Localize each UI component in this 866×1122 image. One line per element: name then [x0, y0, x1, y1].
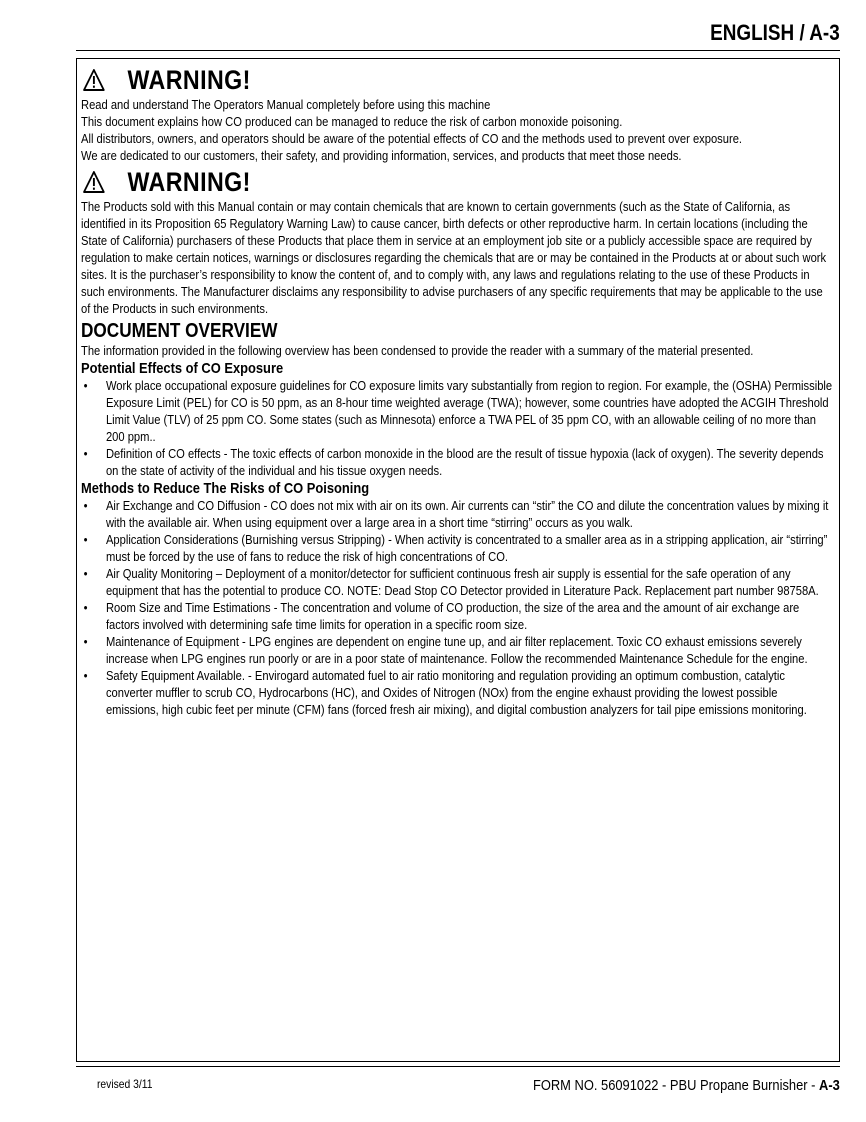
methods-list	[81, 497, 833, 718]
list-item: • Air Quality Monitoring – Deployment of a monitor/detector for sufficient continuous fresh air supply is essential for the safe operation of any equipment that has the potential to produce CO. NOTE: Dead Stop CO Detector provided in Literature Pack. Replacement part number 98758A.	[83, 566, 819, 598]
bullet-glyph: •	[83, 566, 88, 581]
page-header-title: ENGLISH / A-3	[710, 20, 840, 45]
list-item: • Air Exchange and CO Diffusion - CO does not mix with air on its own. Air currents can “stir” the CO and dilute the concentration values by mixing it with the available air. When using equipment over a large area in a short time “stirring” occurs as you walk.	[83, 498, 829, 530]
list-item: • Safety Equipment Available. - Envirogard automated fuel to air ratio monitoring and regulation providing an optimum combustion, catalytic converter muffler to scrub CO, Hydrocarbons (HC), and Oxides of Nitrogen (NOx) from the engine exhaust providing the lowest possible emissions, high cubic feet per minute (CFM) fans (forced fresh air mixing), and digital combustion analyzers for tail pipe emissions monitoring.	[83, 668, 807, 717]
document-overview	[81, 320, 833, 718]
bullet-glyph: •	[83, 446, 88, 461]
list-item: • Application Considerations (Burnishing versus Stripping) - When activity is concentrated to a smaller area as in a stripping application, air “stirring” must be forced by the use of fans to reduce the risk of high concentrations of CO.	[83, 532, 828, 564]
warning-section-1	[81, 64, 833, 164]
warning-line: We are dedicated to our customers, their safety, and providing information, services, and products that meet those needs.	[81, 148, 682, 163]
methods-heading: Methods to Reduce The Risks of CO Poisoning	[81, 480, 370, 497]
warning-heading	[81, 64, 833, 96]
bullet-glyph: •	[83, 668, 88, 683]
overview-intro: The information provided in the following overview has been condensed to provide the reader with a summary of the material presented.	[81, 343, 754, 358]
warning-triangle-icon	[83, 68, 105, 92]
header-rule	[76, 50, 840, 51]
prop65-paragraph: The Products sold with this Manual contain or may contain chemicals that are known to certain governments (such as the State of California, as identified in its Proposition 65 Regulatory Warning Law) to cause cancer, birth defects or other reproductive harm. In certain locations (including the State of California) purchasers of these Products that place them in service at an employment job site or a publicly accessible space are required by regulation to make certain notices, warnings or disclosures regarding the chemicals that are or may be contained in the Products at or about such work sites. It is the purchaser’s responsibility to know the content of, and to comply with, any laws and regulations relating to the use of these Products in such environments. The Manufacturer disclaims any responsibility to advise purchasers of any specific requirements that may be applicable to the use of the Products in such environments.	[81, 199, 827, 316]
document-body	[81, 62, 833, 718]
form-number	[533, 1077, 840, 1094]
warning-line: This document explains how CO produced can be managed to reduce the risk of carbon monoxide poisoning.	[81, 114, 623, 129]
footer-rule	[76, 1066, 840, 1067]
warning-section-2	[81, 166, 833, 317]
list-item: • Room Size and Time Estimations - The concentration and volume of CO production, the size of the area and the amount of air exchange are factors involved with determining safe time limits for operation in a specific room size.	[83, 600, 800, 632]
form-label: FORM NO. 56091022 - PBU Propane Burnisher -	[533, 1077, 820, 1094]
list-item: • Definition of CO effects - The toxic effects of carbon monoxide in the blood are the result of tissue hypoxia (lack of oxygen). The severity depends on the state of activity of the individual and his tissue oxygen needs.	[83, 446, 824, 478]
warning-triangle-icon	[83, 170, 105, 194]
list-item: • Work place occupational exposure guidelines for CO exposure limits vary substantially from region to region. For example, the (OSHA) Permissible Exposure Limit (PEL) for CO is 50 ppm, as an 8-hour time weighted average (TWA); however, some countries have adopted the ACGIH Threshold Limit Value (TLV) of 25 ppm CO. Some states (such as Minnesota) enforce a TWA PEL of 35 ppm CO, with an allowable ceiling of no more than 200 ppm..	[83, 378, 833, 444]
effects-list	[81, 377, 833, 479]
bullet-glyph: •	[83, 634, 88, 649]
bullet-glyph: •	[83, 378, 88, 393]
effects-heading: Potential Effects of CO Exposure	[81, 360, 284, 377]
bullet-glyph: •	[83, 498, 88, 513]
bullet-glyph: •	[83, 532, 88, 547]
warning-title: WARNING!	[127, 64, 251, 95]
warning-line: All distributors, owners, and operators should be aware of the potential effects of CO and the methods used to prevent over exposure.	[81, 131, 743, 146]
page-number: A-3	[819, 1077, 840, 1094]
warning-title: WARNING!	[127, 166, 251, 197]
warning-line: Read and understand The Operators Manual completely before using this machine	[81, 97, 491, 112]
warning-heading	[81, 166, 833, 198]
revision-label: revised 3/11	[97, 1077, 153, 1091]
overview-heading: DOCUMENT OVERVIEW	[81, 320, 278, 342]
list-item: • Maintenance of Equipment - LPG engines are dependent on engine tune up, and air filter replacement. Toxic CO exhaust emissions severely increase when LPG engines run poorly or are in a poor state of maintenance. Follow the recommended Maintenance Schedule for the engine.	[83, 634, 808, 666]
bullet-glyph: •	[83, 600, 88, 615]
